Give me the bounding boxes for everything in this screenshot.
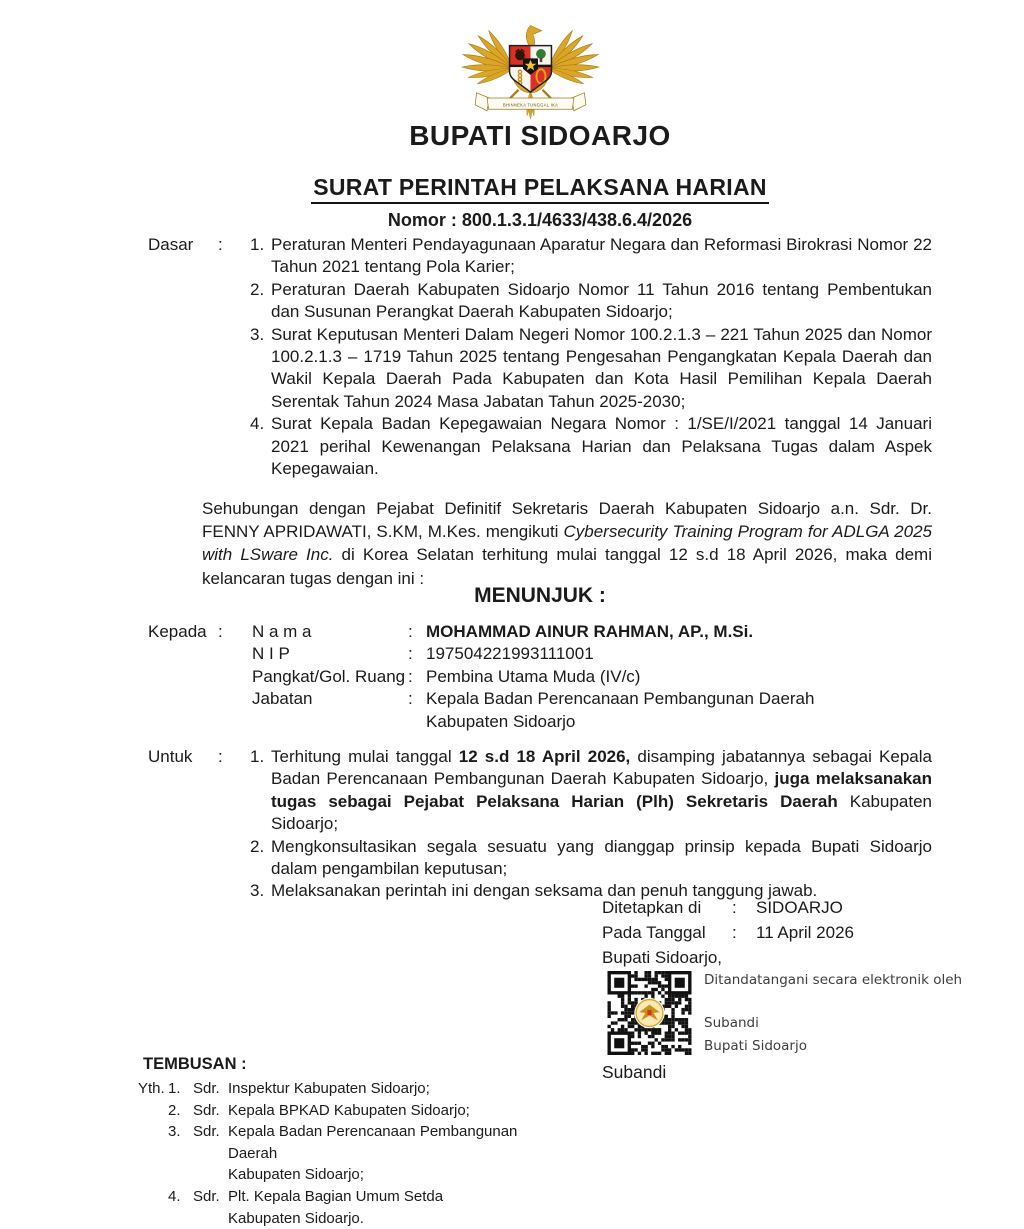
- tembusan-heading: TEMBUSAN :: [143, 1055, 247, 1073]
- item-number: 3.: [250, 324, 265, 344]
- document-number: Nomor : 800.1.3.1/4633/438.6.4/2026: [387, 210, 693, 230]
- untuk-item: [250, 836, 932, 881]
- untuk-item-bold: 12 s.d 18 April 2026,: [458, 747, 631, 766]
- item-number: 1.: [250, 235, 265, 254]
- tembusan-text: [228, 1121, 568, 1186]
- qr-code: [602, 971, 697, 1055]
- field-colon: :: [408, 666, 413, 686]
- opening-text-cont: di Korea Selatan terhitung mulai tanggal 12 s.d 18 April 2026, maka demi kelancaran tugas dengan ini :: [202, 545, 932, 588]
- item-number: 4.: [168, 1187, 181, 1205]
- tembusan-item: [138, 1186, 608, 1229]
- dasar-item: [250, 234, 932, 279]
- field-label: Pangkat/Gol. Ruang: [252, 666, 406, 686]
- kepada-row-jabatan: [252, 688, 818, 733]
- tembusan-line: Kepala Badan Perencanaan Pembangunan Daerah: [228, 1123, 518, 1162]
- esign-notice: Ditandatangani secara elektronik oleh: [704, 972, 963, 988]
- item-number: 4.: [250, 414, 265, 434]
- item-number: 2.: [250, 279, 265, 299]
- field-colon: :: [408, 644, 413, 664]
- untuk-label: Untuk: [148, 747, 193, 766]
- tembusan-item: [138, 1078, 608, 1100]
- opening-paragraph: [202, 497, 932, 590]
- untuk-item-text: disamping jabatannya sebagai Kepala Badan Perencanaan Pembangunan Daerah Kabupaten Sidoarjo,: [271, 747, 932, 789]
- dasar-item: [250, 413, 932, 480]
- dasar-item-text: Surat Keputusan Menteri Dalam Negeri Nomor 100.2.1.3 – 221 Tahun 2025 dan Nomor 100.2.1.3 – 1719 Tahun 2025 tentang Pengesahan Pengangkatan Kepala Daerah dan Wakil Kepala Daerah Pada Kabupaten dan Kota Hasil Pemilihan Kepala Daerah Serentak Tahun 2024 Masa Jabatan Tahun 2025-2030;: [271, 324, 932, 411]
- penetapan-row: [602, 895, 982, 920]
- garuda-icon: [448, 0, 613, 116]
- jabatan-line: Kepala Badan Perencanaan Pembangunan Daerah: [426, 689, 815, 709]
- dasar-item-text: Surat Kepala Badan Kepegawaian Negara Nomor : 1/SE/I/2021 tanggal 14 Januari 2021 perihal Kewenangan Pelaksana Harian dan Pelaksana Tugas dalam Aspek Kepegawaian.: [271, 414, 932, 479]
- kepada-rows: [252, 621, 818, 733]
- untuk-item-text: Mengkonsultasikan segala sesuatu yang dianggap prinsip kepada Bupati Sidoarjo dalam pengambilan keputusan;: [271, 836, 932, 879]
- jabatan-line: Kabupaten Sidoarjo: [426, 711, 576, 731]
- field-label: N a m a: [252, 622, 312, 641]
- section-tembusan: [138, 1053, 608, 1229]
- item-number: 3.: [168, 1123, 181, 1141]
- kepada-row-nama: [252, 621, 818, 643]
- tembusan-line: Kabupaten Sidoarjo;: [228, 1166, 364, 1184]
- kepada-label: Kepada: [148, 622, 207, 641]
- penetapan-colon: :: [732, 923, 737, 942]
- item-number: 1.: [168, 1080, 181, 1097]
- untuk-item: [250, 746, 932, 836]
- dasar-item: [250, 324, 932, 414]
- signatory-title: Bupati Sidoarjo,: [602, 948, 723, 967]
- esign-title: Bupati Sidoarjo: [704, 1038, 807, 1054]
- tembusan-line: Kabupaten Sidoarjo.: [228, 1209, 364, 1227]
- training-program-name: Cybersecurity Training Program for ADLGA 2025 with LSware Inc.: [202, 522, 932, 565]
- esign-name: Subandi: [704, 1015, 759, 1031]
- tembusan-line: Kepala BPKAD Kabupaten Sidoarjo;: [228, 1101, 470, 1119]
- kepada-colon: :: [218, 622, 223, 641]
- tembusan-item: [138, 1100, 608, 1122]
- dasar-item-text: Peraturan Menteri Pendayagunaan Aparatur Negara dan Reformasi Birokrasi Nomor 22 Tahun 2021 tentang Pola Karier;: [271, 235, 932, 277]
- untuk-item-text: Melaksanakan perintah ini dengan seksama dan penuh tanggung jawab.: [271, 881, 818, 901]
- field-value-nama: MOHAMMAD AINUR RAHMAN, AP., M.Si.: [426, 622, 754, 641]
- item-number: 2.: [168, 1101, 181, 1119]
- esign-caption: [704, 971, 962, 1058]
- section-kepada: [148, 621, 818, 733]
- untuk-item-text: Terhitung mulai tanggal: [271, 747, 459, 766]
- yth-spacer: [138, 1186, 168, 1229]
- tembusan-line: Inspektur Kabupaten Sidoarjo;: [228, 1080, 430, 1097]
- field-label: Jabatan: [252, 689, 313, 709]
- field-colon: :: [408, 689, 413, 709]
- tembusan-text: [228, 1078, 568, 1100]
- field-value-jabatan: [426, 688, 818, 733]
- dasar-list: [250, 234, 932, 480]
- tembusan-text: [228, 1100, 568, 1122]
- penetapan-row: [602, 920, 982, 945]
- qr-code-icon: [602, 971, 697, 1055]
- opening-text: Sehubungan dengan Pejabat Definitif Sekretaris Daerah Kabupaten Sidoarjo a.n. Sdr. Dr. FENNY APRIDAWATI, S.KM, M.Kes. mengikuti: [202, 499, 932, 542]
- sdr-label: Sdr.: [193, 1187, 220, 1205]
- tembusan-text: [228, 1186, 568, 1229]
- pancasila-shield: [510, 46, 552, 92]
- dasar-label: Dasar: [148, 235, 194, 254]
- penetapan-place: SIDOARJO: [756, 898, 843, 917]
- yth-spacer: [138, 1121, 168, 1186]
- dasar-item-text: Peraturan Daerah Kabupaten Sidoarjo Nomor 11 Tahun 2016 tentang Pembentukan dan Susunan Perangkat Daerah Kabupaten Sidoarjo;: [271, 279, 932, 322]
- item-number: 2.: [250, 836, 265, 856]
- field-label: N I P: [252, 644, 290, 664]
- field-value-nip: 197504221993111001: [426, 644, 594, 664]
- sdr-label: Sdr.: [193, 1123, 220, 1141]
- untuk-list: [250, 746, 932, 903]
- untuk-colon: :: [218, 747, 223, 766]
- signature-block: [602, 895, 982, 1083]
- tembusan-item: [138, 1121, 608, 1186]
- field-colon: :: [408, 622, 413, 641]
- signer-name: Subandi: [602, 1062, 667, 1082]
- penetapan-date: 11 April 2026: [756, 923, 854, 942]
- section-untuk: [148, 746, 932, 903]
- penetapan-label: Ditetapkan di: [602, 898, 702, 917]
- yth-spacer: [138, 1100, 168, 1122]
- garuda-pancasila-emblem: [448, 0, 613, 116]
- dasar-colon: :: [218, 235, 223, 254]
- dasar-item: [250, 279, 932, 324]
- sdr-label: Sdr.: [193, 1080, 220, 1097]
- tembusan-line: Plt. Kepala Bagian Umum Setda: [228, 1187, 444, 1205]
- bhinneka-banner-text: BHINNEKA TUNGGAL IKA: [502, 102, 559, 108]
- qr-center-garuda-icon: [634, 998, 664, 1028]
- item-number: 1.: [250, 747, 265, 766]
- section-dasar: [148, 234, 932, 480]
- document-subtitle: SURAT PERINTAH PELAKSANA HARIAN: [311, 174, 769, 204]
- letterhead: [148, 120, 932, 231]
- untuk-item-bold: juga melaksanakan tugas sebagai Pejabat Pelaksana Harian (Plh) Sekretaris Daerah: [271, 769, 932, 811]
- kepada-row-pangkat: [252, 666, 818, 688]
- yth-label: Yth.: [138, 1080, 165, 1097]
- penetapan-label: Pada Tanggal: [602, 923, 706, 942]
- esign-row: [602, 971, 982, 1058]
- item-number: 3.: [250, 881, 265, 901]
- penetapan-colon: :: [732, 898, 737, 917]
- menunjuk-heading: MENUNJUK :: [474, 584, 606, 607]
- field-value-pangkat: Pembina Utama Muda (IV/c): [426, 666, 641, 686]
- kepada-row-nip: [252, 643, 818, 665]
- untuk-item-text: Kabupaten Sidoarjo;: [271, 791, 932, 834]
- sdr-label: Sdr.: [193, 1101, 220, 1119]
- page-title: BUPATI SIDOARJO: [409, 120, 671, 151]
